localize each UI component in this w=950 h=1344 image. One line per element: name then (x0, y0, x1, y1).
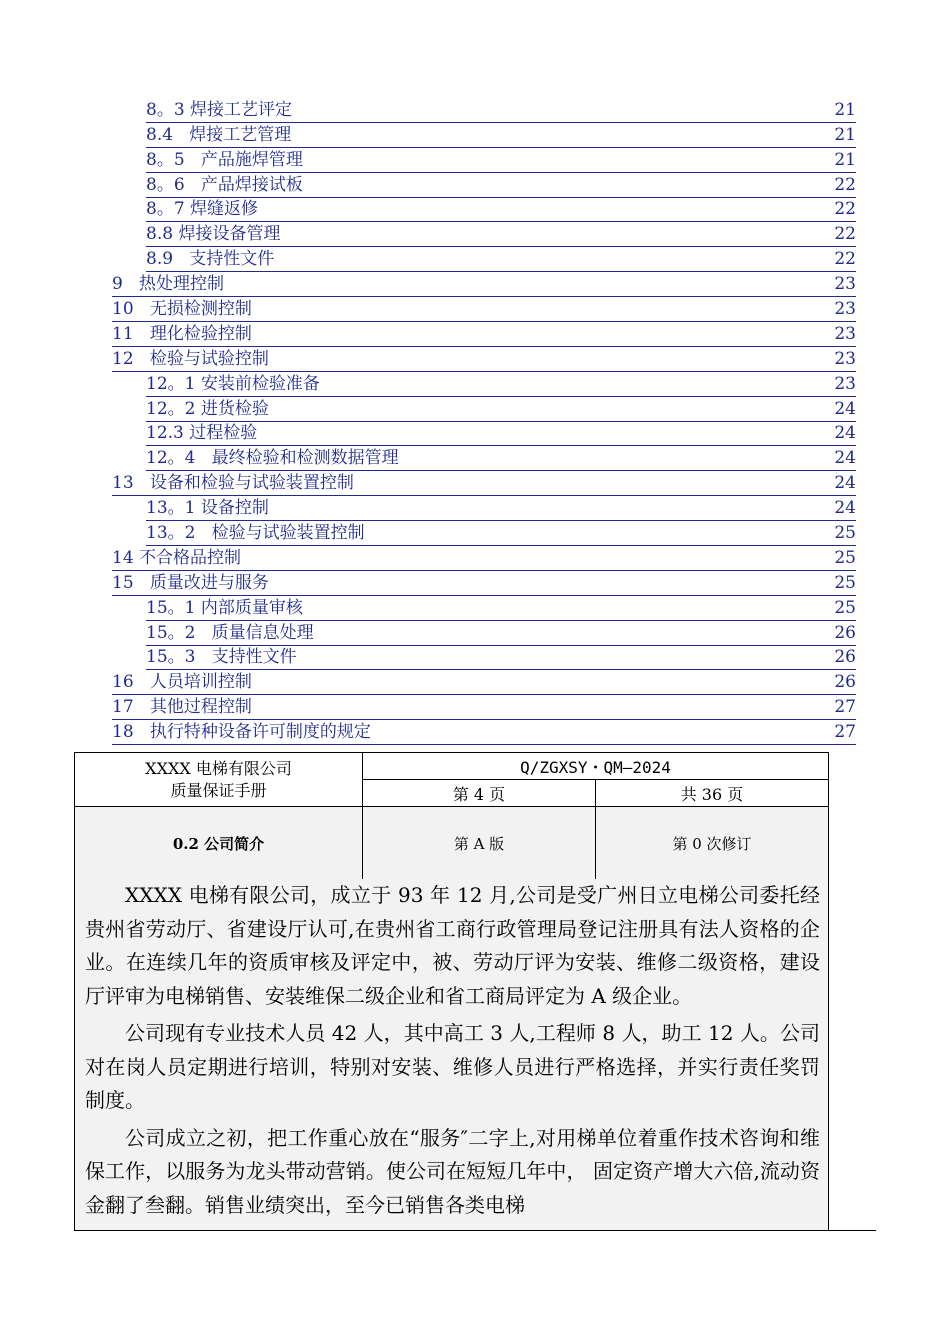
toc-entry[interactable] (112, 471, 856, 496)
toc-entry-title: 8。6 产品焊接试板 (146, 174, 303, 195)
toc-entry-page: 22 (834, 174, 856, 195)
toc-entry-title: 12 检验与试验控制 (112, 348, 269, 369)
toc-entry-page: 26 (834, 672, 856, 693)
toc-entry-page: 22 (834, 249, 856, 270)
toc-entry-page: 24 (834, 448, 856, 469)
toc-entry[interactable] (146, 372, 856, 397)
toc-entry-page: 27 (834, 722, 856, 743)
table-of-contents (0, 98, 950, 745)
toc-entry[interactable] (112, 546, 856, 571)
toc-entry-title: 8。7 焊缝返修 (146, 199, 259, 220)
toc-entry[interactable] (146, 148, 856, 173)
toc-entry-page: 26 (834, 622, 856, 643)
toc-entry-page: 21 (834, 124, 856, 145)
total-pages: 共 36 页 (596, 780, 829, 807)
manual-title: 质量保证手册 (170, 780, 267, 800)
toc-entry-page: 25 (834, 523, 856, 544)
toc-entry[interactable] (146, 98, 856, 123)
toc-entry-page: 25 (834, 572, 856, 593)
toc-entry[interactable] (112, 272, 856, 297)
toc-entry-page: 23 (834, 299, 856, 320)
toc-entry-page: 27 (834, 697, 856, 718)
toc-entry[interactable] (112, 322, 856, 347)
toc-entry-page: 23 (834, 323, 856, 344)
toc-entry-title: 13。1 设备控制 (146, 498, 269, 519)
toc-entry-page: 24 (834, 473, 856, 494)
document-header-table (74, 752, 829, 880)
company-cell (75, 753, 363, 807)
toc-entry-page: 23 (834, 348, 856, 369)
toc-entry[interactable] (146, 496, 856, 521)
toc-entry[interactable] (146, 222, 856, 247)
toc-entry-title: 8。5 产品施焊管理 (146, 149, 303, 170)
toc-entry-title: 12。1 安装前检验准备 (146, 373, 320, 394)
toc-entry-page: 24 (834, 423, 856, 444)
toc-entry[interactable] (112, 695, 856, 720)
toc-entry-title: 13 设备和检验与试验装置控制 (112, 473, 354, 494)
toc-entry-page: 26 (834, 647, 856, 668)
toc-entry[interactable] (146, 247, 856, 272)
toc-entry[interactable] (146, 646, 856, 671)
page-number: 第 4 页 (363, 780, 596, 807)
toc-entry-title: 8。3 焊接工艺评定 (146, 99, 293, 120)
toc-entry-page: 22 (834, 199, 856, 220)
bottom-rule (74, 1230, 876, 1231)
toc-entry-title: 18 执行特种设备许可制度的规定 (112, 722, 371, 743)
toc-entry[interactable] (146, 123, 856, 148)
toc-entry-title: 12.3 过程检验 (146, 423, 258, 444)
toc-entry-title: 8.4 焊接工艺管理 (146, 124, 292, 145)
toc-entry[interactable] (146, 521, 856, 546)
toc-entry-title: 15 质量改进与服务 (112, 572, 269, 593)
toc-entry[interactable] (146, 446, 856, 471)
toc-entry-title: 15。2 质量信息处理 (146, 622, 314, 643)
doc-code: Q/ZGXSY・QM—2024 (363, 753, 829, 780)
edition: 第 A 版 (363, 807, 596, 880)
toc-entry-title: 16 人员培训控制 (112, 672, 252, 693)
toc-entry[interactable] (146, 173, 856, 198)
toc-entry-page: 21 (834, 99, 856, 120)
toc-entry-title: 15。1 内部质量审核 (146, 597, 303, 618)
revision: 第 0 次修订 (596, 807, 829, 880)
toc-entry-title: 17 其他过程控制 (112, 697, 252, 718)
toc-entry-title: 11 理化检验控制 (112, 323, 252, 344)
toc-entry-title: 9 热处理控制 (112, 274, 225, 295)
toc-entry-page: 23 (834, 373, 856, 394)
toc-entry[interactable] (146, 621, 856, 646)
toc-entry-title: 15。3 支持性文件 (146, 647, 297, 668)
toc-entry-page: 23 (834, 274, 856, 295)
toc-entry-page: 25 (834, 597, 856, 618)
paragraph: 公司成立之初，把工作重心放在“服务″二字上,对用梯单位着重作技术咨询和维保工作，以服务为龙头带动营销。使公司在短短几年中， 固定资产增大六倍,流动资金翻了叁翻。销售业绩突出，至今已销售各类电梯 (85, 1125, 820, 1217)
toc-entry-title: 14 不合格品控制 (112, 547, 242, 568)
toc-entry-title: 12。4 最终检验和检测数据管理 (146, 448, 399, 469)
toc-entry[interactable] (146, 397, 856, 422)
company-intro-body (74, 879, 829, 1231)
toc-entry[interactable] (146, 198, 856, 223)
toc-entry[interactable] (112, 297, 856, 322)
toc-entry-title: 8.8 焊接设备管理 (146, 224, 281, 245)
toc-entry[interactable] (146, 422, 856, 447)
toc-entry-page: 25 (834, 547, 856, 568)
toc-entry[interactable] (112, 571, 856, 596)
toc-entry[interactable] (146, 596, 856, 621)
company-name: XXXX 电梯有限公司 (145, 758, 292, 778)
paragraph: XXXX 电梯有限公司，成立于 93 年 12 月,公司是受广州日立电梯公司委托经贵州省劳动厅、省建设厅认可,在贵州省工商行政管理局登记注册具有法人资格的企业。在连续几年的资质审核及评定中，被、劳动厅评为安装、维修二级资格，建设厅评审为电梯销售、安装维保二级企业和省工商局评定为 A 级企业。 (85, 883, 820, 1008)
toc-entry[interactable] (112, 720, 856, 745)
toc-entry-page: 24 (834, 398, 856, 419)
toc-entry-title: 13。2 检验与试验装置控制 (146, 523, 365, 544)
toc-entry-page: 22 (834, 224, 856, 245)
toc-entry-title: 12。2 进货检验 (146, 398, 269, 419)
toc-entry-page: 24 (834, 498, 856, 519)
toc-entry-page: 21 (834, 149, 856, 170)
toc-entry[interactable] (112, 347, 856, 372)
section-title: 0.2 公司简介 (75, 807, 363, 880)
toc-entry-title: 8.9 支持性文件 (146, 249, 275, 270)
paragraph: 公司现有专业技术人员 42 人，其中高工 3 人,工程师 8 人，助工 12 人。公司对在岗人员定期进行培训，特别对安装、维修人员进行严格选择，并实行责任奖罚制度。 (85, 1021, 820, 1112)
toc-entry[interactable] (112, 670, 856, 695)
toc-entry-title: 10 无损检测控制 (112, 299, 252, 320)
